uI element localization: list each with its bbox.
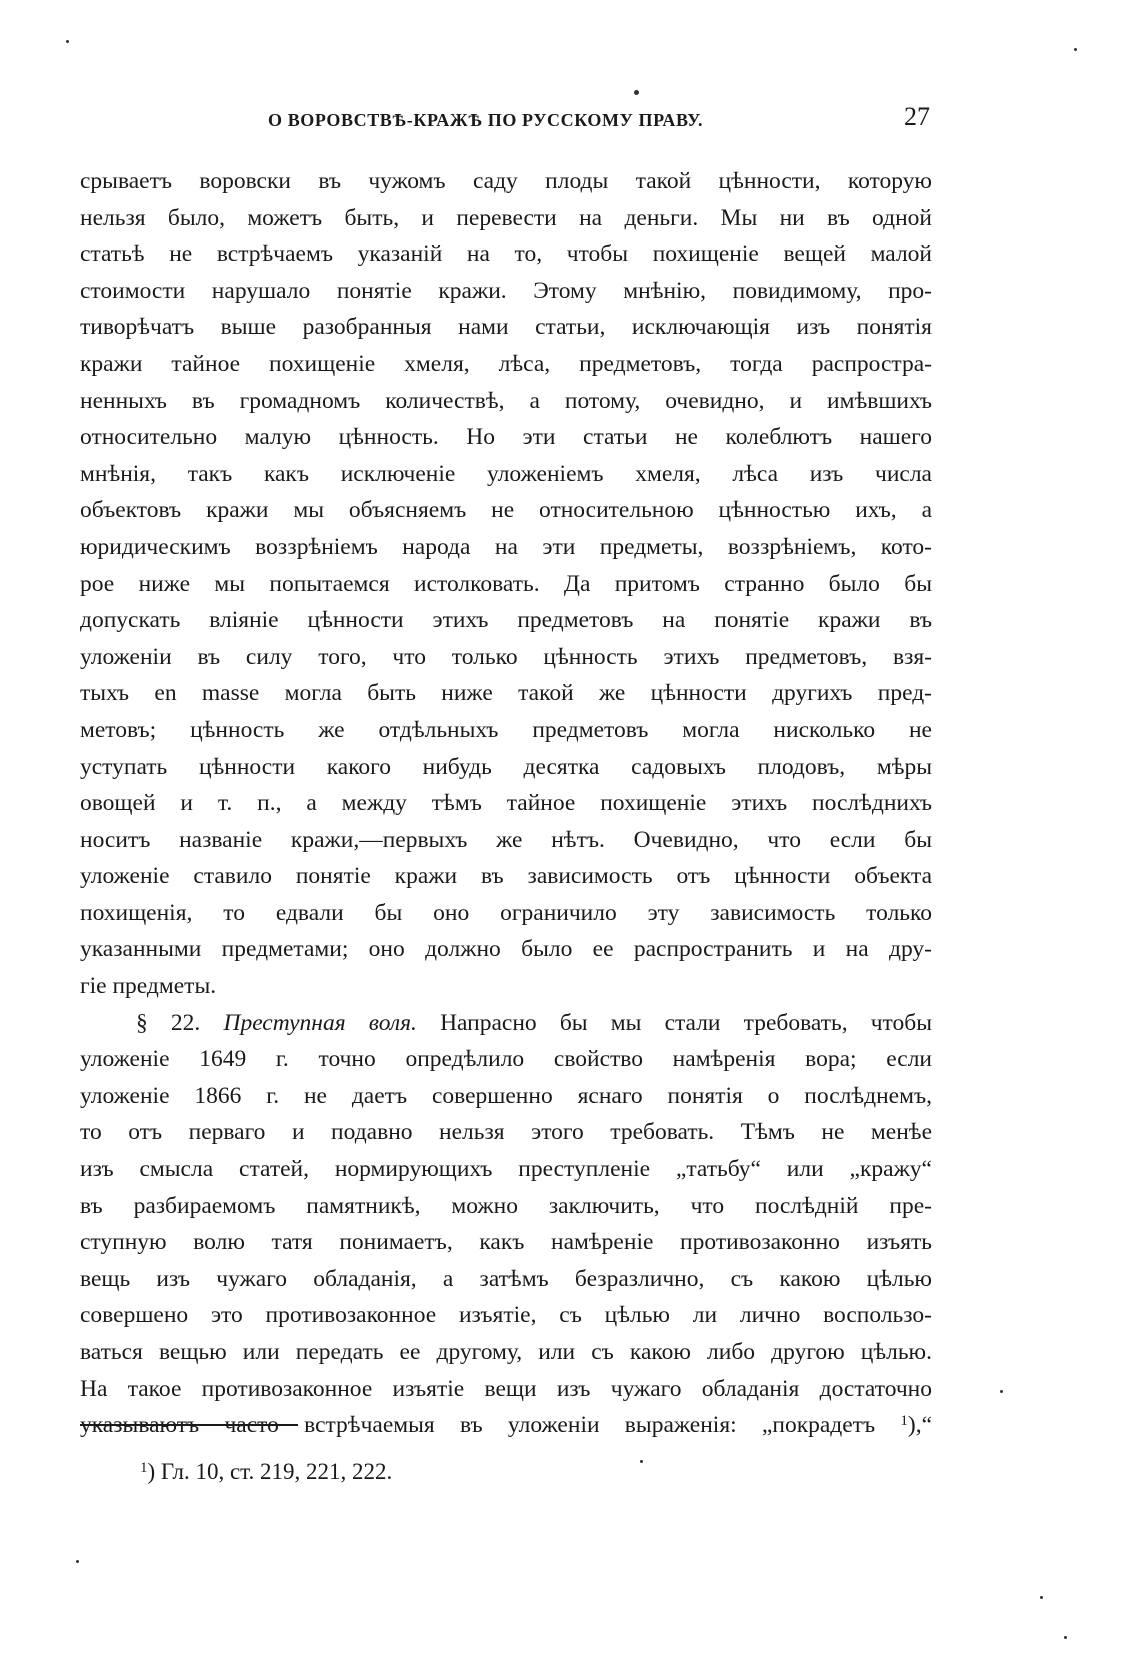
text-line: кражи тайное похищеніе хмеля, лѣса, предметовъ, тогда распростра- [80,350,932,377]
text-line: мнѣнія, такъ какъ исключеніе уложеніемъ хмеля, лѣса изъ числа [80,460,932,487]
text-line: статьѣ не встрѣчаемъ указаній на то, чтобы похищеніе вещей малой [80,241,932,268]
text-line: На такое противозаконное изъятіе вещи изъ чужаго обладанія достаточно [80,1375,932,1402]
footnote-divider [80,1424,298,1426]
last-line-text: указываютъ часто встрѣчаемыя въ уложеніи выраженія: „покрадетъ [80,1412,876,1439]
text-line: стоимости нарушало понятіе кражи. Этому мнѣнію, повидимому, про- [80,277,932,304]
text-line: юридическимъ воззрѣніемъ народа на эти предметы, воззрѣніемъ, кото- [80,533,932,560]
last-line-tail: ),“ [907,1412,933,1439]
scan-speck [1064,1636,1067,1639]
text-line: овощей и т. п., а между тѣмъ тайное похищеніе этихъ послѣднихъ [80,790,932,817]
text-line: въ разбираемомъ памятникѣ, можно заключить, что послѣдній пре- [80,1192,932,1219]
text-line: допускать вліяніе цѣнности этихъ предметовъ на понятіе кражи въ [80,607,932,634]
text-line: носитъ названіе кражи,—первыхъ же нѣтъ. Очевидно, что если бы [80,826,932,853]
text-line: ваться вещью или передать ее другому, или съ какою либо другою цѣлью. [80,1339,932,1365]
text-line: ступную волю татя понимаетъ, какъ намѣреніе противозаконно изъять [80,1229,932,1256]
text-line: уложеніи въ силу того, что только цѣнность этихъ предметовъ, взя- [80,643,932,670]
scan-speck [1074,48,1077,51]
section-title: Преступная воля. [223,1009,417,1036]
text-line: гіе предметы. [80,973,217,1000]
scan-speck [634,90,639,95]
text-line: тиворѣчатъ выше разобранныя нами статьи, исключающія изъ понятія [80,314,932,341]
section-first-line [80,1005,932,1042]
footnote-marker: 1 [140,1460,148,1476]
text-line: совершено это противозаконное изъятіе, съ цѣлью ли лично воспользо- [80,1302,932,1329]
text-line: относительно малую цѣнность. Но эти статьи не колеблютъ нашего [80,424,932,451]
text-line: ненныхъ въ громадномъ количествѣ, а потому, очевидно, и имѣвшихъ [80,387,932,414]
section-first-line-text: Напрасно бы мы стали требовать, чтобы [440,1009,933,1036]
scan-speck [66,40,69,43]
scan-speck [1040,1596,1043,1599]
text-line: уложеніе 1649 г. точно опредѣлило свойство намѣренія вора; если [80,1046,932,1073]
text-line: срываетъ воровски въ чужомъ саду плоды такой цѣнности, которую [80,168,932,194]
text-line: уложеніе 1866 г. не даетъ совершенно яснаго понятія о послѣднемъ, [80,1082,932,1109]
text-line: объектовъ кражи мы объясняемъ не относительною цѣнностью ихъ, а [80,497,932,524]
running-title: О ВОРОВСТВѢ-КРАЖѢ ПО РУССКОМУ ПРАВУ. [268,110,704,130]
text-line: уступать цѣнности какого нибудь десятка садовыхъ плодовъ, мѣры [80,753,932,780]
scan-speck [1000,1390,1003,1393]
text-line: то отъ перваго и подавно нельзя этого требовать. Тѣмъ не менѣе [80,1119,932,1146]
text-line: указанными предметами; оно должно было ее распространить и на дру- [80,936,932,963]
running-head [78,102,930,146]
text-line: похищенія, то едвали бы оно ограничило эту зависимость только [80,899,932,926]
text-line: рое ниже мы попытаемся истолковать. Да притомъ странно было бы [80,570,932,597]
page-number: 27 [904,102,930,131]
footnote-reference: 1 [900,1413,908,1430]
text-line: тыхъ en masse могла быть ниже такой же цѣнности другихъ пред- [80,680,932,707]
text-line: вещь изъ чужаго обладанія, а затѣмъ безразлично, съ какою цѣлью [80,1265,932,1292]
text-line: метовъ; цѣнность же отдѣльныхъ предметовъ могла нисколько не [80,716,932,743]
footnote-text: ) Гл. 10, ст. 219, 221, 222. [147,1459,393,1484]
section-number: § 22. [136,1009,201,1036]
scan-speck [76,1560,79,1563]
text-line: изъ смысла статей, нормирующихъ преступленіе „татьбу“ или „кражу“ [80,1156,932,1183]
footnote [140,1456,392,1488]
body-text [80,163,932,1444]
text-line: нельзя было, можетъ быть, и перевести на деньги. Мы ни въ одной [80,204,932,231]
scan-speck [640,1460,643,1463]
text-line: уложеніе ставило понятіе кражи въ зависимость отъ цѣнности объекта [80,863,932,890]
